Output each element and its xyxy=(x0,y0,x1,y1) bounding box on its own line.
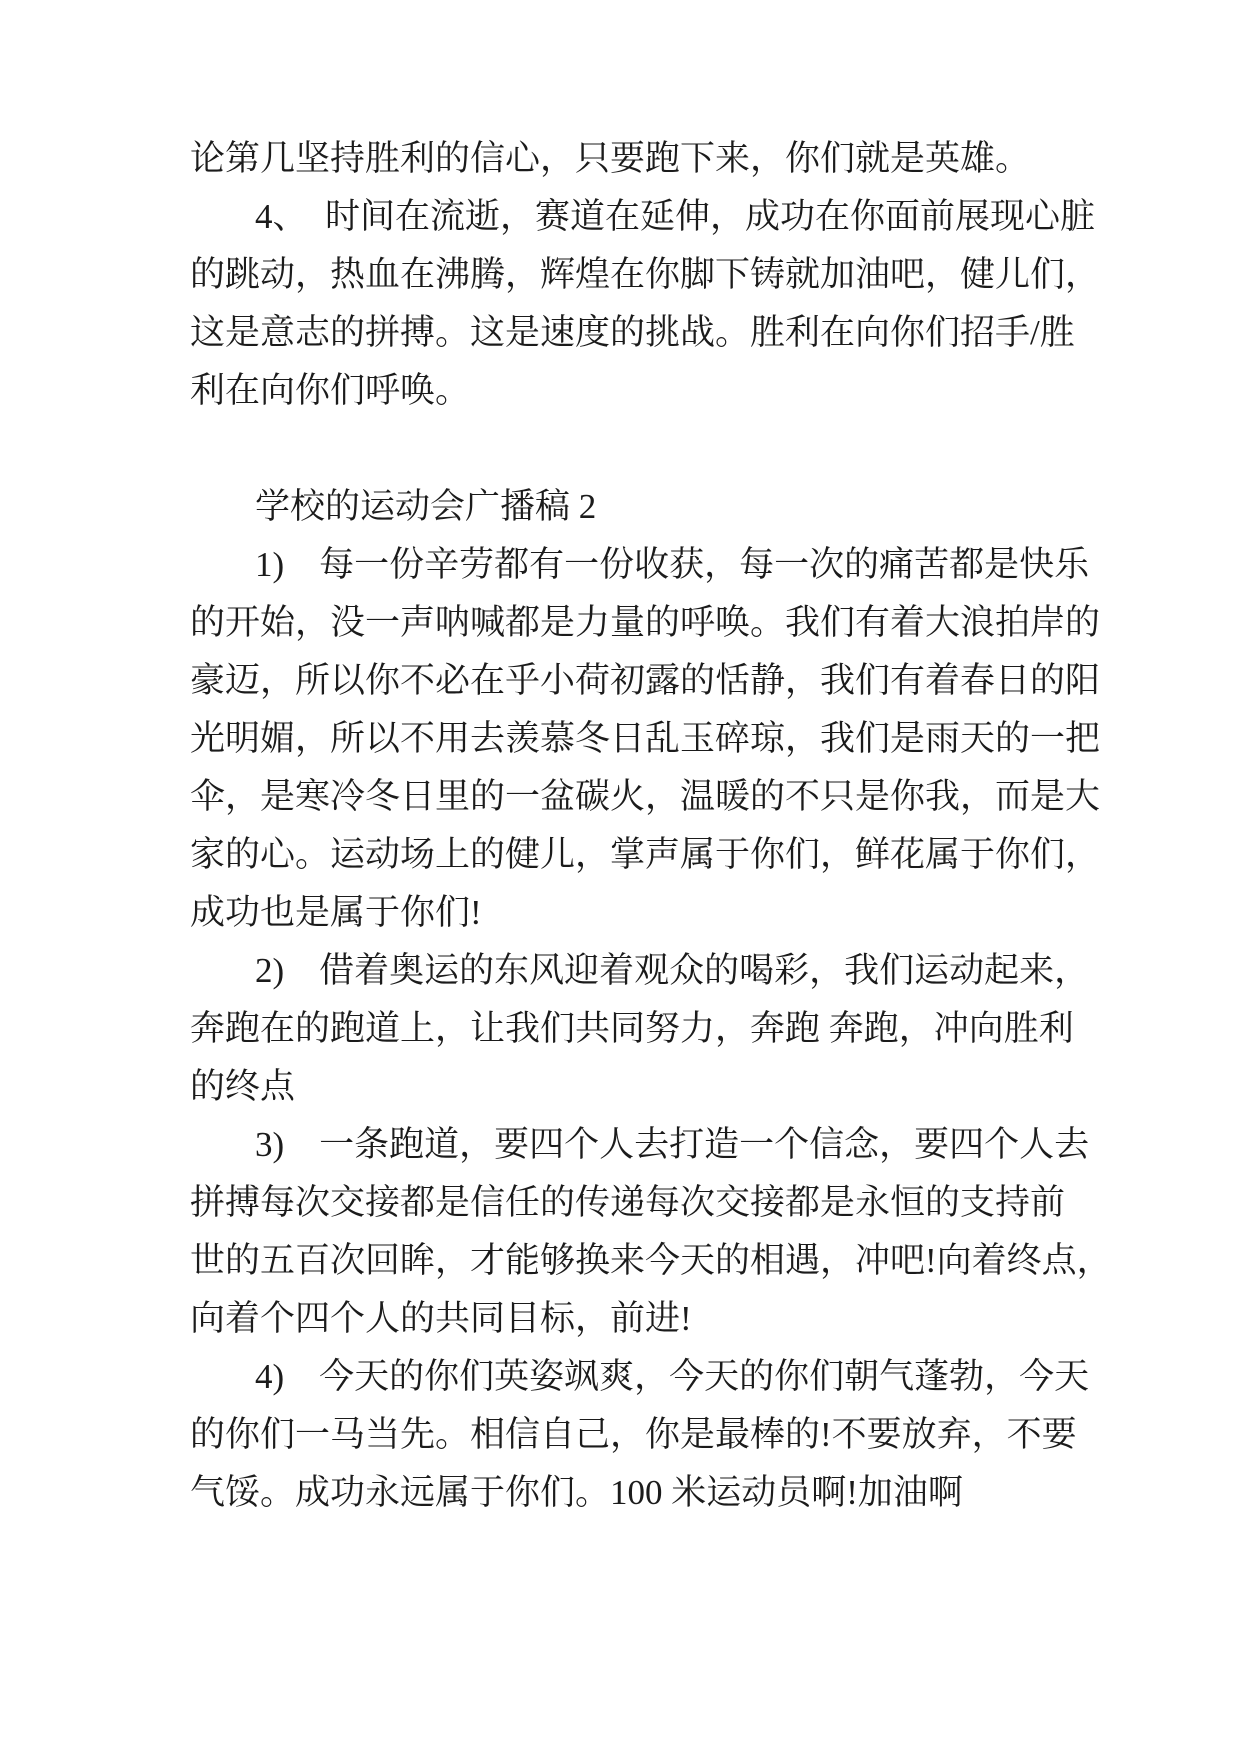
text-line: 的你们一马当先。相信自己，你是最棒的!不要放弃，不要 xyxy=(190,1415,1077,1454)
text-line: 学校的运动会广播稿 2 xyxy=(255,487,597,526)
text-line: 4、 时间在流逝，赛道在延伸，成功在你面前展现心脏 xyxy=(255,197,1096,236)
text-line: 向着个四个人的共同目标，前进! xyxy=(190,1299,692,1338)
text-line: 的跳动，热血在沸腾，辉煌在你脚下铸就加油吧，健儿们， xyxy=(190,255,1101,294)
section-title-broadcast-2 xyxy=(190,478,1150,536)
text-line: 的开始，没一声呐喊都是力量的呼唤。我们有着大浪拍岸的 xyxy=(190,603,1101,642)
text-line: 伞，是寒冷冬日里的一盆碳火，温暖的不只是你我，而是大 xyxy=(190,777,1101,816)
text-line: 4) 今天的你们英姿飒爽，今天的你们朝气蓬勃，今天 xyxy=(255,1357,1090,1396)
document-body xyxy=(190,130,1150,1522)
text-line: 气馁。成功永远属于你们。100 米运动员啊!加油啊 xyxy=(190,1473,963,1512)
para-item-2-olympic-wind xyxy=(190,942,1150,1116)
para-item-3-relay-track xyxy=(190,1116,1150,1348)
para-item-4-today-you xyxy=(190,1348,1150,1522)
text-line: 论第几坚持胜利的信心，只要跑下来，你们就是英雄。 xyxy=(190,139,1031,178)
text-line: 这是意志的拼搏。这是速度的挑战。胜利在向你们招手/胜 xyxy=(190,313,1075,352)
text-line: 拼搏每次交接都是信任的传递每次交接都是永恒的支持前 xyxy=(190,1183,1066,1222)
text-line: 成功也是属于你们! xyxy=(190,893,482,932)
text-line: 世的五百次回眸，才能够换来今天的相遇，冲吧!向着终点， xyxy=(190,1241,1112,1280)
text-line: 的终点 xyxy=(190,1067,296,1106)
text-line: 3) 一条跑道，要四个人去打造一个信念，要四个人去 xyxy=(255,1125,1090,1164)
para-item-1-harvest xyxy=(190,536,1150,942)
blank-line xyxy=(190,420,1150,478)
para-victory-ending xyxy=(190,130,1150,188)
text-line: 奔跑在的跑道上，让我们共同努力，奔跑 奔跑，冲向胜利 xyxy=(190,1009,1074,1048)
text-line: 利在向你们呼唤。 xyxy=(190,371,471,410)
para-item-4-time xyxy=(190,188,1150,420)
text-line: 光明媚，所以不用去羡慕冬日乱玉碎琼，我们是雨天的一把 xyxy=(190,719,1101,758)
text-line: 1) 每一份辛劳都有一份收获，每一次的痛苦都是快乐 xyxy=(255,545,1090,584)
text-line: 2) 借着奥运的东风迎着观众的喝彩，我们运动起来， xyxy=(255,951,1090,990)
text-line: 豪迈，所以你不必在乎小荷初露的恬静，我们有着春日的阳 xyxy=(190,661,1101,700)
text-line: 家的心。运动场上的健儿，掌声属于你们，鲜花属于你们， xyxy=(190,835,1101,874)
